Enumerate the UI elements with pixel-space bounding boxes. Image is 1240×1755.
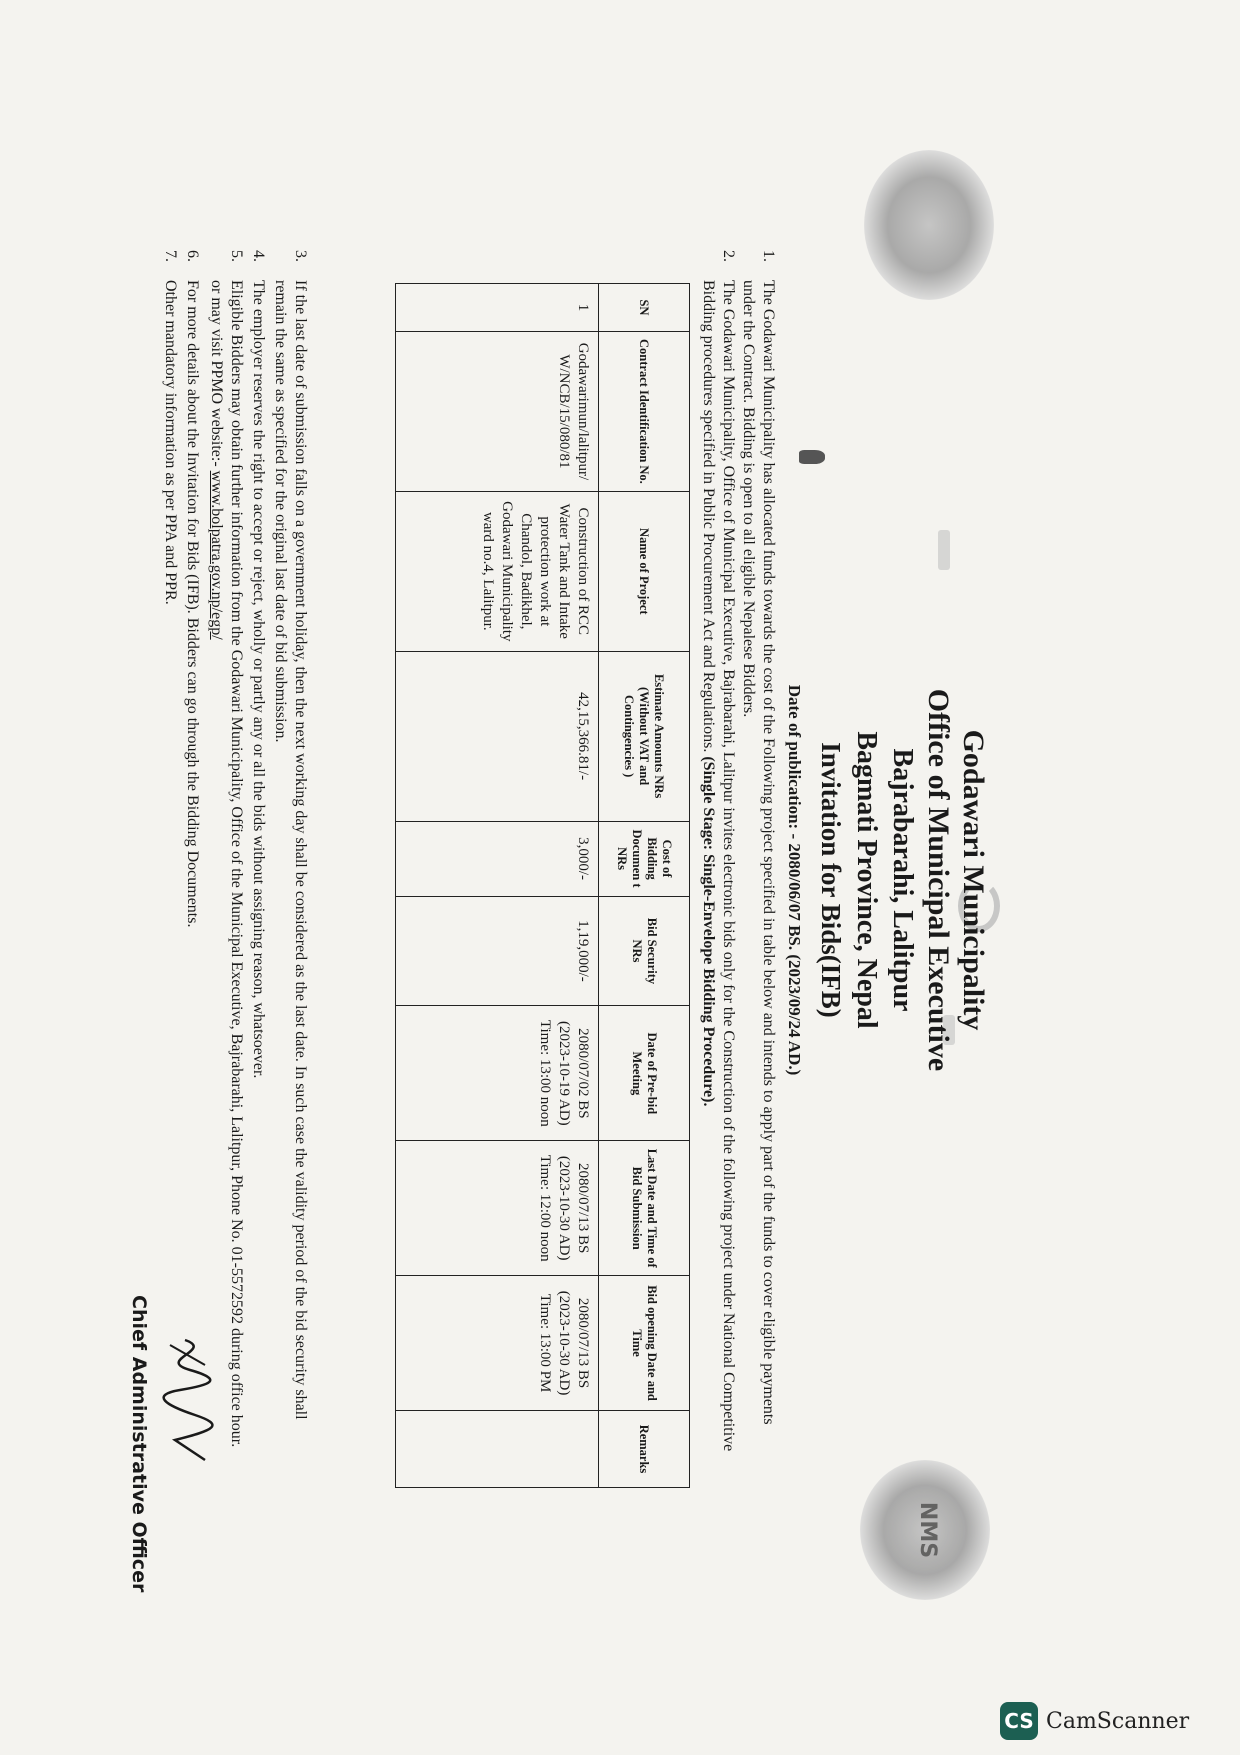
note-text: For more details about the Invitation for Bids (IFB). Bidders can go through the Bidding Documents. [184, 280, 201, 928]
cell-project: Construction of RCC Water Tank and Intake protection work at Chandol, Badikhel, Godawari Municipality ward no.4, Lalitpur. [396, 491, 599, 651]
note-7 [160, 250, 180, 1460]
note-3 [270, 250, 310, 1460]
note-number: 3. [292, 250, 309, 262]
header-last-date: Last Date and Time of Bid Submission [599, 1141, 690, 1276]
table-row [396, 284, 599, 1488]
cell-last-date: 2080/07/13 BS (2023-10-30 AD) Time: 12:00 noon [396, 1141, 599, 1276]
note-number: 7. [162, 250, 179, 262]
header-remarks: Remarks [599, 1410, 690, 1487]
table-header-row [599, 284, 690, 1488]
header-opening: Bid opening Date and Time [599, 1276, 690, 1411]
paragraph-procedure: (Single Stage: Single-Envelope Bidding Procedure). [700, 756, 717, 1107]
note-text: Eligible Bidders may obtain further information from the Godawari Municipality, Office of the Municipal Executive, Bajrabarahi, Lalitpur, Phone No. 01-5572592 during office hour. or may visit PPMO website:- [208, 280, 245, 1448]
signatory-title: Chief Administrative Officer [128, 1295, 150, 1593]
cell-opening: 2080/07/13 BS (2023-10-30 AD) Time: 13:00 PM [396, 1276, 599, 1411]
camscanner-logo-icon: CS [1000, 1702, 1038, 1740]
header-cost-doc: Cost of Bidding Documen t NRs [599, 821, 690, 896]
note-number: 6. [184, 250, 201, 262]
note-4 [248, 250, 268, 1460]
camscanner-label: CamScanner [1046, 1708, 1190, 1734]
camscanner-watermark [1000, 1700, 1189, 1742]
cell-bid-security: 1,19,000/- [396, 896, 599, 1006]
header-estimate: Estimate Amounts NRs (Without VAT and Contingencies ) [599, 651, 690, 821]
header-ifb-title: Invitation for Bids(IFB) [816, 742, 846, 1018]
header-municipality: Godawari Municipality [957, 729, 990, 1031]
header-province: Bagmati Province, Nepal [851, 731, 882, 1029]
bids-table [395, 283, 690, 1488]
header-bid-security: Bid Security NRs [599, 896, 690, 1006]
note-6 [182, 250, 202, 1460]
paragraph-2 [698, 250, 738, 1460]
cell-sn: 1 [396, 284, 599, 332]
note-number: 5. [228, 250, 245, 262]
note-number: 4. [250, 250, 267, 262]
cell-prebid: 2080/07/02 BS (2023-10-19 AD) Time: 13:00 noon [396, 1006, 599, 1141]
paragraph-text: The Godawari Municipality, Office of Municipal Executive, Bajrabarahi, Lalitpur invites electronic bids only for the Construction of the following project under National Competitive Bidding procedures specified in Public Procurement Act and Regulations. [700, 280, 737, 1452]
paragraph-number: 2. [720, 250, 737, 262]
note-text: If the last date of submission falls on a government holiday, then the next working day shall be considered as the last date. In such case the validity period of the bid security shall remain the same as specified for the original last date of bid submission. [272, 280, 309, 1420]
header-project: Name of Project [599, 491, 690, 651]
paragraph-1 [738, 250, 778, 1460]
header-office: Office of Municipal Executive [922, 688, 955, 1072]
note-text: The employer reserves the right to accept or reject, wholly or partly any or all the bids without assigning reason, whatsoever. [250, 280, 267, 1079]
note-5 [206, 250, 246, 1460]
note-text: Other mandatory information as per PPA and PPR. [162, 280, 179, 605]
header-contract-id: Contract Identification No. [599, 331, 690, 491]
cell-cost-doc: 3,000/- [396, 821, 599, 896]
header-location: Bajrabarahi, Lalitpur [887, 748, 918, 1012]
document-sheet [0, 90, 1000, 1670]
paragraph-text: The Godawari Municipality has allocated funds towards the cost of the Following project specified in table below and intends to apply part of the funds to cover eligible payments under the Contract. Bidding is open to all eligible Nepalese Bidders. [740, 280, 777, 1425]
publication-date: Date of publication: - 2080/06/07 BS. (2023/09/24 AD.) [785, 684, 804, 1076]
cell-remarks [396, 1410, 599, 1487]
cell-estimate: 42,15,366.81/- [396, 651, 599, 821]
paragraph-number: 1. [760, 250, 777, 262]
header-sn: SN [599, 284, 690, 332]
cell-contract-id: Godawarimun/lalitpur/ W/NCB/15/080/81 [396, 331, 599, 491]
ppmo-website-link[interactable]: www.bolpatra.gov.np/egp/ [208, 470, 225, 640]
seal-text: NMS [915, 1501, 940, 1559]
header-prebid: Date of Pre-bid Meeting [599, 1006, 690, 1141]
signature-icon [145, 1330, 225, 1470]
